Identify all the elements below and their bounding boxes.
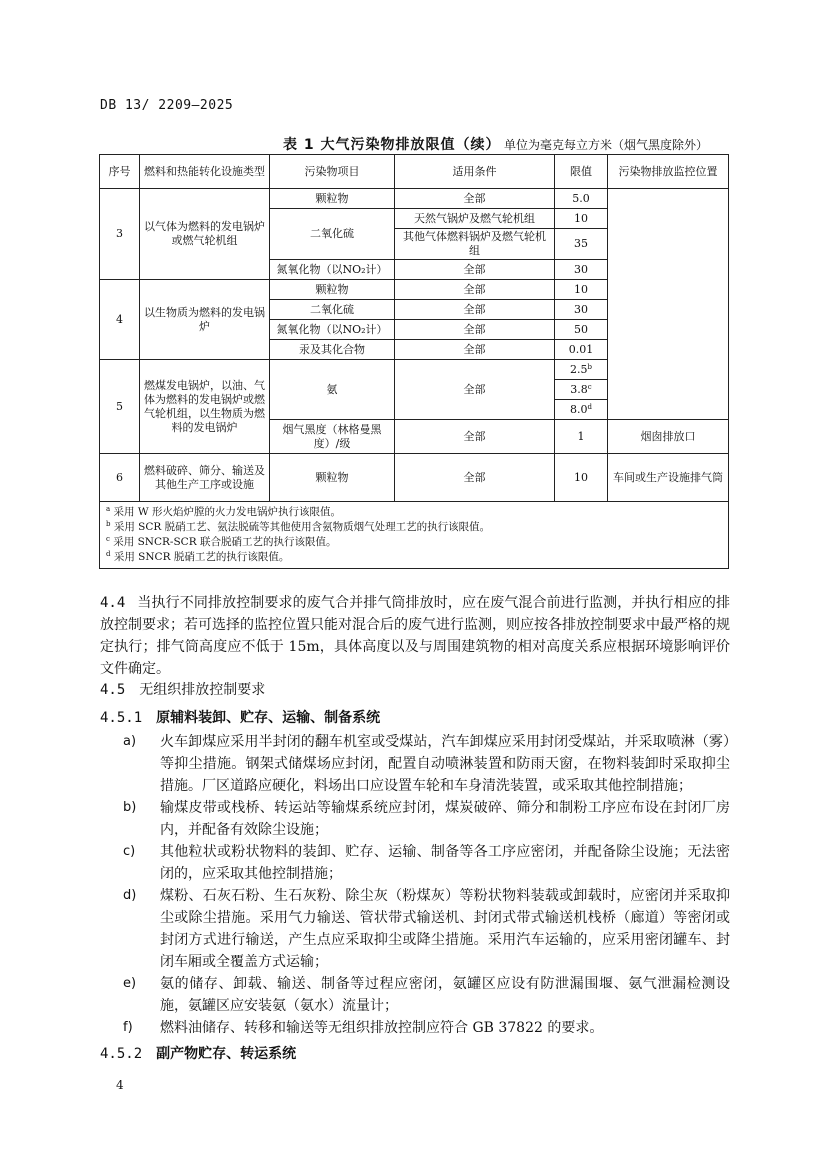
header-cell: 污染物排放监控位置 — [608, 155, 729, 189]
section-number: 4.5.1 — [100, 710, 143, 726]
pollutant: 二氧化硫 — [270, 300, 395, 320]
section-number: 4.4 — [100, 595, 126, 611]
condition: 全部 — [395, 340, 555, 360]
limit-value: 5.0 — [555, 189, 608, 209]
limit-number: 2.5 — [570, 362, 588, 376]
section-4-5-1-heading — [100, 707, 380, 727]
section-text: 当执行不同排放控制要求的废气合并排气筒排放时，应在废气混合前进行监测，并执行相应的排放控制要求；若可选择的监控位置只能对混合后的废气进行监测，则应按各排放控制要求中最严格的规定执行；排气筒高度应不低于 15m，具体高度以及与周围建筑物的相对高度关系应根据环境影响评价文件确定。 — [100, 595, 730, 677]
note-mark: a — [106, 505, 111, 513]
list-marker: a) — [123, 734, 137, 749]
list-item — [123, 885, 730, 973]
list-marker: d) — [123, 888, 137, 903]
facility-type: 燃料破碎、筛分、输送及其他生产工序或设施 — [140, 454, 270, 502]
list-item — [123, 973, 730, 1017]
note-text: 采用 SNCR-SCR 联合脱硝工艺的执行该限值。 — [113, 536, 337, 548]
monitoring-location: 车间或生产设施排气筒 — [608, 454, 729, 502]
condition: 全部 — [395, 420, 555, 454]
condition: 全部 — [395, 189, 555, 209]
emission-limits-table — [99, 154, 729, 569]
list-marker: c) — [123, 844, 136, 859]
header-cell: 限值 — [555, 155, 608, 189]
condition: 全部 — [395, 454, 555, 502]
list-item — [123, 1017, 730, 1039]
condition: 全部 — [395, 360, 555, 420]
page-number: 4 — [116, 1078, 124, 1092]
section-title: 原辅料装卸、贮存、运输、制备系统 — [156, 710, 381, 726]
row-number: 5 — [100, 360, 140, 454]
table-caption-unit: 单位为毫克每立方米（烟气黑度除外） — [504, 138, 709, 152]
list-text: 输煤皮带或栈桥、转运站等输煤系统应封闭，煤炭破碎、筛分和制粉工序应布设在封闭厂房内，并配备有效除尘设施； — [160, 800, 730, 838]
header-cell: 燃料和热能转化设施类型 — [140, 155, 270, 189]
table-notes-row — [100, 502, 729, 569]
monitoring-location — [608, 189, 729, 420]
table-note — [106, 520, 722, 535]
section-title: 无组织排放控制要求 — [139, 682, 266, 698]
row-number: 3 — [100, 189, 140, 280]
table-row — [100, 189, 729, 209]
facility-type: 以气体为燃料的发电锅炉或燃气轮机组 — [140, 189, 270, 280]
section-4-5-2-heading — [100, 1043, 296, 1063]
limit-value: 10 — [555, 280, 608, 300]
list-marker: e) — [123, 976, 137, 991]
condition: 全部 — [395, 300, 555, 320]
condition: 全部 — [395, 260, 555, 280]
header-cell: 污染物项目 — [270, 155, 395, 189]
limit-value: 35 — [555, 229, 608, 260]
monitoring-location: 烟囱排放口 — [608, 420, 729, 454]
limit-value — [555, 360, 608, 380]
limit-value: 30 — [555, 300, 608, 320]
row-number: 6 — [100, 454, 140, 502]
pollutant: 汞及其化合物 — [270, 340, 395, 360]
limit-value — [555, 380, 608, 400]
footnote-mark: b — [587, 362, 592, 371]
note-mark: d — [106, 550, 111, 558]
limit-value — [555, 400, 608, 420]
pollutant: 颗粒物 — [270, 189, 395, 209]
list-marker: b) — [123, 800, 137, 815]
section-4-5-heading — [100, 679, 265, 699]
footnote-mark: d — [587, 402, 592, 411]
note-text: 采用 SNCR 脱硝工艺的执行该限值。 — [113, 551, 290, 563]
note-text: 采用 W 形火焰炉膛的火力发电锅炉执行该限值。 — [113, 506, 341, 518]
pollutant: 颗粒物 — [270, 280, 395, 300]
note-mark: b — [106, 520, 111, 528]
limit-value: 0.01 — [555, 340, 608, 360]
facility-type: 以生物质为燃料的发电锅炉 — [140, 280, 270, 360]
list-marker: f) — [123, 1020, 133, 1035]
condition: 天然气锅炉及燃气轮机组 — [395, 209, 555, 229]
list-item — [123, 797, 730, 841]
footnote-mark: c — [587, 382, 592, 391]
condition: 其他气体燃料锅炉及燃气轮机组 — [395, 229, 555, 260]
pollutant: 氨 — [270, 360, 395, 420]
pollutant: 氮氧化物（以NO₂计） — [270, 260, 395, 280]
table-note — [106, 550, 722, 565]
limit-value: 10 — [555, 209, 608, 229]
list-item — [123, 841, 730, 885]
condition: 全部 — [395, 280, 555, 300]
limit-value: 1 — [555, 420, 608, 454]
section-number: 4.5.2 — [100, 1046, 143, 1062]
note-mark: c — [106, 535, 110, 543]
section-title: 副产物贮存、转运系统 — [156, 1046, 297, 1062]
facility-type: 燃煤发电锅炉，以油、气体为燃料的发电锅炉或燃气轮机组，以生物质为燃料的发电锅炉 — [140, 360, 270, 454]
section-4-4 — [100, 592, 730, 680]
table-header-row — [100, 155, 729, 189]
table-note — [106, 535, 722, 550]
list-text: 煤粉、石灰石粉、生石灰粉、除尘灰（粉煤灰）等粉状物料装载或卸载时，应密闭并采取抑尘或除尘措施。采用气力输送、管状带式输送机、封闭式带式输送机栈桥（廊道）等密闭或封闭方式进行输送，产生点应采取抑尘或降尘措施。采用汽车运输的，应采用密闭罐车、封闭车厢或全覆盖方式运输； — [160, 888, 730, 970]
limit-value: 30 — [555, 260, 608, 280]
limit-value: 50 — [555, 320, 608, 340]
list-text: 燃料油储存、转移和输送等无组织排放控制应符合 GB 37822 的要求。 — [160, 1020, 604, 1036]
limit-number: 3.8 — [570, 382, 588, 396]
limit-number: 8.0 — [570, 402, 588, 416]
note-text: 采用 SCR 脱硝工艺、氨法脱硫等其他使用含氨物质烟气处理工艺的执行该限值。 — [113, 521, 491, 533]
table-notes — [100, 502, 729, 569]
list-text: 其他粒状或粉状物料的装卸、贮存、运输、制备等各工序应密闭，并配备除尘设施；无法密闭的，应采取其他控制措施； — [160, 844, 730, 882]
list-text: 氨的储存、卸载、输送、制备等过程应密闭，氨罐区应设有防泄漏围堰、氨气泄漏检测设施，氨罐区应安装氨（氨水）流量计； — [160, 976, 730, 1014]
section-number: 4.5 — [100, 682, 126, 698]
table-caption-title: 表 1 大气污染物排放限值（续） — [283, 137, 501, 153]
pollutant: 氮氧化物（以NO₂计） — [270, 320, 395, 340]
document-id: DB 13/ 2209—2025 — [100, 98, 234, 113]
limit-value: 10 — [555, 454, 608, 502]
row-number: 4 — [100, 280, 140, 360]
table-row — [100, 454, 729, 502]
header-cell: 适用条件 — [395, 155, 555, 189]
list-text: 火车卸煤应采用半封闭的翻车机室或受煤站，汽车卸煤应采用封闭受煤站，并采取喷淋（雾）等抑尘措施。钢架式储煤场应封闭，配置自动喷淋装置和防雨天窗，在物料装卸时采取抑尘措施。厂区道路应硬化，料场出口应设置车轮和车身清洗装置，或采取其他控制措施； — [160, 734, 730, 794]
pollutant: 二氧化硫 — [270, 209, 395, 260]
pollutant: 颗粒物 — [270, 454, 395, 502]
table-note — [106, 505, 722, 520]
pollutant: 烟气黑度（林格曼黑度）/级 — [270, 420, 395, 454]
header-cell: 序号 — [100, 155, 140, 189]
condition: 全部 — [395, 320, 555, 340]
list-item — [123, 731, 730, 797]
